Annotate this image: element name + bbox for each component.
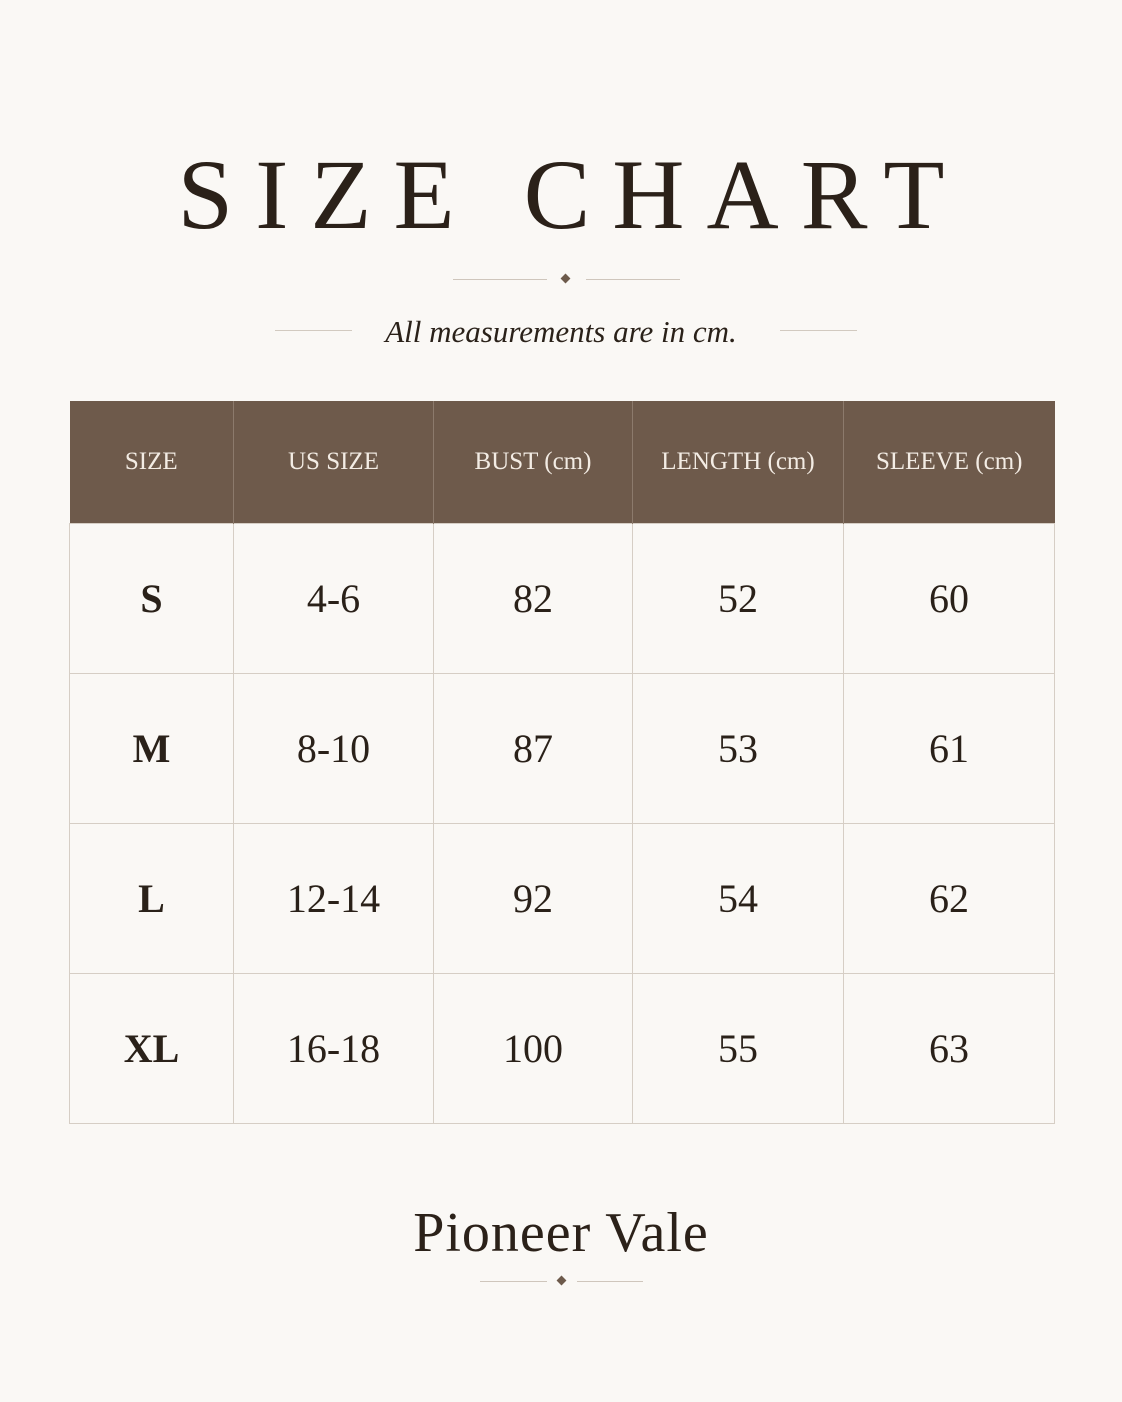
us-size-cell: 8-10: [234, 674, 434, 824]
title-divider: [453, 274, 680, 286]
sleeve-cell: 63: [844, 974, 1055, 1124]
length-cell: 53: [633, 674, 844, 824]
bust-cell: 100: [434, 974, 633, 1124]
header-length: LENGTH (cm): [633, 401, 844, 524]
length-cell: 52: [633, 524, 844, 674]
brand-name: Pioneer Vale: [413, 1202, 709, 1264]
table-row: [70, 824, 1055, 974]
size-table: [69, 401, 1055, 1124]
bust-cell: 92: [434, 824, 633, 974]
us-size-cell: 12-14: [234, 824, 434, 974]
size-cell: M: [70, 674, 234, 824]
subtitle: All measurements are in cm.: [385, 314, 737, 349]
bust-cell: 87: [434, 674, 633, 824]
table-header-row: [70, 401, 1055, 524]
brand-divider: [480, 1276, 643, 1288]
table-row: [70, 974, 1055, 1124]
size-cell: XL: [70, 974, 234, 1124]
us-size-cell: 16-18: [234, 974, 434, 1124]
table-row: [70, 524, 1055, 674]
diamond-ornament-icon: [557, 1276, 567, 1286]
sleeve-cell: 60: [844, 524, 1055, 674]
table-row: [70, 674, 1055, 824]
header-bust: BUST (cm): [434, 401, 633, 524]
sleeve-cell: 62: [844, 824, 1055, 974]
length-cell: 54: [633, 824, 844, 974]
header-us-size: US SIZE: [234, 401, 434, 524]
size-cell: S: [70, 524, 234, 674]
length-cell: 55: [633, 974, 844, 1124]
header-size: SIZE: [70, 401, 234, 524]
bust-cell: 82: [434, 524, 633, 674]
header-sleeve: SLEEVE (cm): [844, 401, 1055, 524]
sleeve-cell: 61: [844, 674, 1055, 824]
subtitle-row: [0, 312, 1122, 352]
us-size-cell: 4-6: [234, 524, 434, 674]
size-cell: L: [70, 824, 234, 974]
page-title: SIZE CHART: [177, 139, 967, 250]
diamond-ornament-icon: [561, 274, 571, 284]
